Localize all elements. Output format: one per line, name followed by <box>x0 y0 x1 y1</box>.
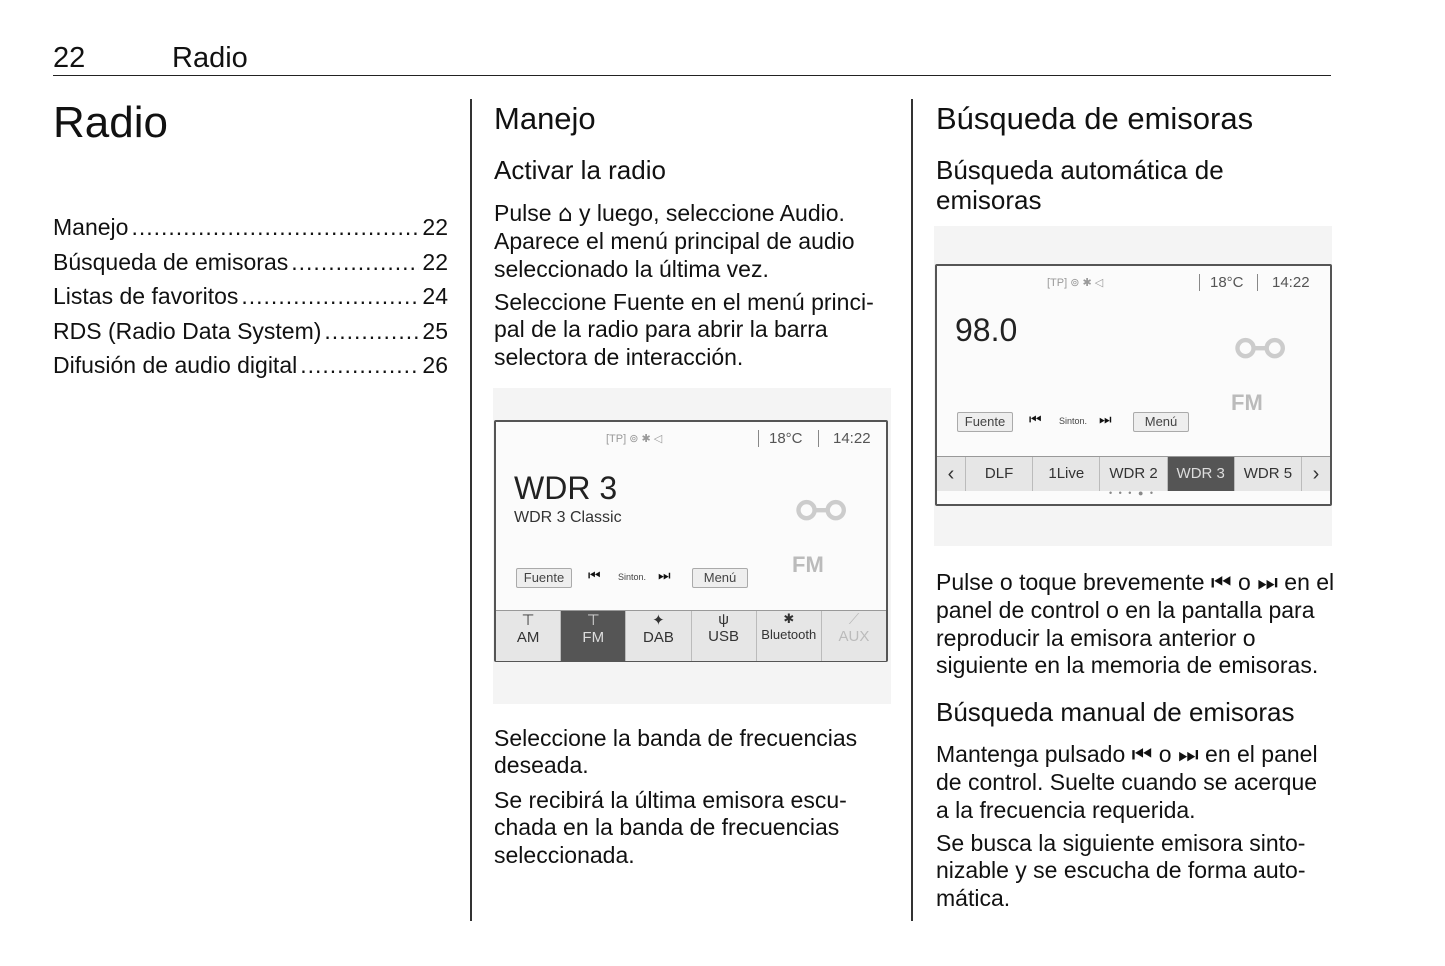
status-temperature: 18°C <box>1199 274 1244 291</box>
scroll-right-icon[interactable]: › <box>1302 457 1330 491</box>
toc-leader <box>241 283 419 310</box>
column-divider <box>911 99 913 921</box>
page-indicator: • • • ● • <box>1109 488 1156 498</box>
band-usb[interactable]: ψ USB <box>692 611 757 661</box>
toc-entry[interactable] <box>53 214 448 249</box>
status-time: 14:22 <box>1257 274 1310 291</box>
status-temperature: 18°C <box>758 430 803 447</box>
source-button[interactable]: Fuente <box>957 412 1013 432</box>
status-icons: [TP] ⊚ ✱ ◁ <box>1047 277 1104 289</box>
scroll-left-icon[interactable]: ‹ <box>937 457 966 491</box>
band-bluetooth[interactable]: ✱ Bluetooth <box>757 611 822 661</box>
tune-button[interactable]: Sinton. <box>618 572 647 582</box>
paragraph: Seleccione la banda de frecuencias deseada. <box>494 725 858 779</box>
tune-button[interactable]: Sinton. <box>1059 416 1088 426</box>
band-am[interactable]: ⊤ AM <box>496 611 561 661</box>
toc-entry[interactable] <box>53 352 448 387</box>
station-preset[interactable]: WDR 3 <box>1168 457 1235 491</box>
seek-forward-icon: ⏭ <box>1177 742 1199 768</box>
toc-label: Manejo <box>53 214 129 240</box>
paragraph: Se recibirá la última emisora escu- chada en la banda de frecuencias seleccionada. <box>494 787 847 868</box>
station-search-figure <box>934 226 1332 546</box>
paragraph: Pulse o toque brevemente ⏮ o ⏭ en el panel de control o en la pantalla para reproducir la emisora anterior o siguiente en la memoria de emisoras. <box>936 569 1335 678</box>
fm-badge: FM <box>1231 390 1263 415</box>
toc-page: 22 <box>422 248 448 275</box>
toc-label: Difusión de audio digital <box>53 352 298 378</box>
band-dab[interactable]: ✦ DAB <box>626 611 691 661</box>
subsection-heading: Búsqueda automática de emisoras <box>936 155 1224 215</box>
section-heading: Búsqueda de emisoras <box>936 101 1254 136</box>
status-icons: [TP] ⊚ ✱ ◁ <box>606 433 663 445</box>
subsection-heading: Búsqueda manual de emisoras <box>936 697 1295 727</box>
toc-leader <box>131 214 419 241</box>
table-of-contents <box>53 214 448 387</box>
band-bar <box>496 610 886 661</box>
paragraph: Seleccione Fuente en el menú princi- pal de la radio para abrir la barra selectora de interacción. <box>494 289 874 370</box>
radio-display <box>494 420 888 662</box>
home-icon: ⌂ <box>557 201 573 227</box>
running-header: Radio <box>172 42 248 74</box>
station-name: WDR 3 <box>514 470 618 506</box>
favorites-bar <box>937 456 1330 491</box>
column-divider <box>470 99 472 921</box>
toc-entry[interactable] <box>53 283 448 318</box>
source-button[interactable]: Fuente <box>516 568 572 588</box>
seek-forward-button[interactable]: ⏭ <box>658 568 671 584</box>
station-preset[interactable]: WDR 2 <box>1100 457 1167 491</box>
toc-page: 25 <box>422 317 448 344</box>
aux-icon: ⟋ <box>848 611 860 628</box>
toc-entry[interactable] <box>53 249 448 284</box>
bluetooth-icon: ✱ <box>783 611 795 626</box>
toc-label: Listas de favoritos <box>53 283 239 309</box>
toc-label: RDS (Radio Data System) <box>53 317 322 344</box>
seek-back-icon: ⏮ <box>1131 742 1153 768</box>
antenna-icon: ⊤ <box>521 612 535 629</box>
status-time: 14:22 <box>818 430 871 447</box>
seek-forward-icon: ⏭ <box>1257 570 1278 596</box>
seek-back-button[interactable]: ⏮ <box>588 568 601 584</box>
station-preset[interactable]: DLF <box>966 457 1033 491</box>
band-aux[interactable]: ⟋ AUX <box>822 611 886 661</box>
toc-page: 22 <box>422 214 448 240</box>
toc-label: Búsqueda de emisoras <box>53 248 289 275</box>
paragraph: Pulse ⌂ y luego, seleccione Audio. Aparece el menú principal de audio seleccionado la última vez. <box>494 200 855 282</box>
station-subtitle: WDR 3 Classic <box>514 509 622 526</box>
band-fm[interactable]: ⊤ FM <box>561 611 626 661</box>
subsection-heading: Activar la radio <box>494 155 666 185</box>
page-number: 22 <box>53 42 86 74</box>
station-preset[interactable]: 1Live <box>1033 457 1100 491</box>
fm-badge: FM <box>792 552 824 577</box>
radio-screen-figure <box>493 388 891 704</box>
radio-display <box>935 264 1332 506</box>
paragraph: Se busca la siguiente emisora sinto- nizable y se escucha de forma auto- mática. <box>936 830 1306 911</box>
toc-page: 26 <box>422 352 448 378</box>
toc-leader <box>324 318 419 345</box>
menu-button[interactable]: Menú <box>1133 412 1189 432</box>
paragraph: Mantenga pulsado ⏮ o ⏭ en el panel de control. Suelte cuando se acerque a la frecuencia requerida. <box>936 741 1318 823</box>
toc-leader <box>291 249 419 276</box>
frequency-display: 98.0 <box>955 312 1018 348</box>
seek-forward-button[interactable]: ⏭ <box>1099 412 1112 428</box>
antenna-icon: ⚯ <box>796 478 847 545</box>
antenna-icon: ⚯ <box>1235 316 1286 383</box>
toc-page: 24 <box>422 283 448 309</box>
header-rule <box>53 75 1331 76</box>
toc-entry[interactable] <box>53 318 448 353</box>
section-heading: Manejo <box>494 101 596 136</box>
toc-leader <box>300 352 419 379</box>
seek-back-icon: ⏮ <box>1210 570 1232 596</box>
menu-button[interactable]: Menú <box>692 568 748 588</box>
station-preset[interactable]: WDR 5 <box>1235 457 1302 491</box>
antenna-icon: ⊤ <box>586 612 600 629</box>
seek-back-button[interactable]: ⏮ <box>1029 412 1042 428</box>
chapter-title: Radio <box>53 98 168 147</box>
usb-icon: ψ <box>718 611 729 628</box>
satellite-icon: ✦ <box>652 612 665 629</box>
